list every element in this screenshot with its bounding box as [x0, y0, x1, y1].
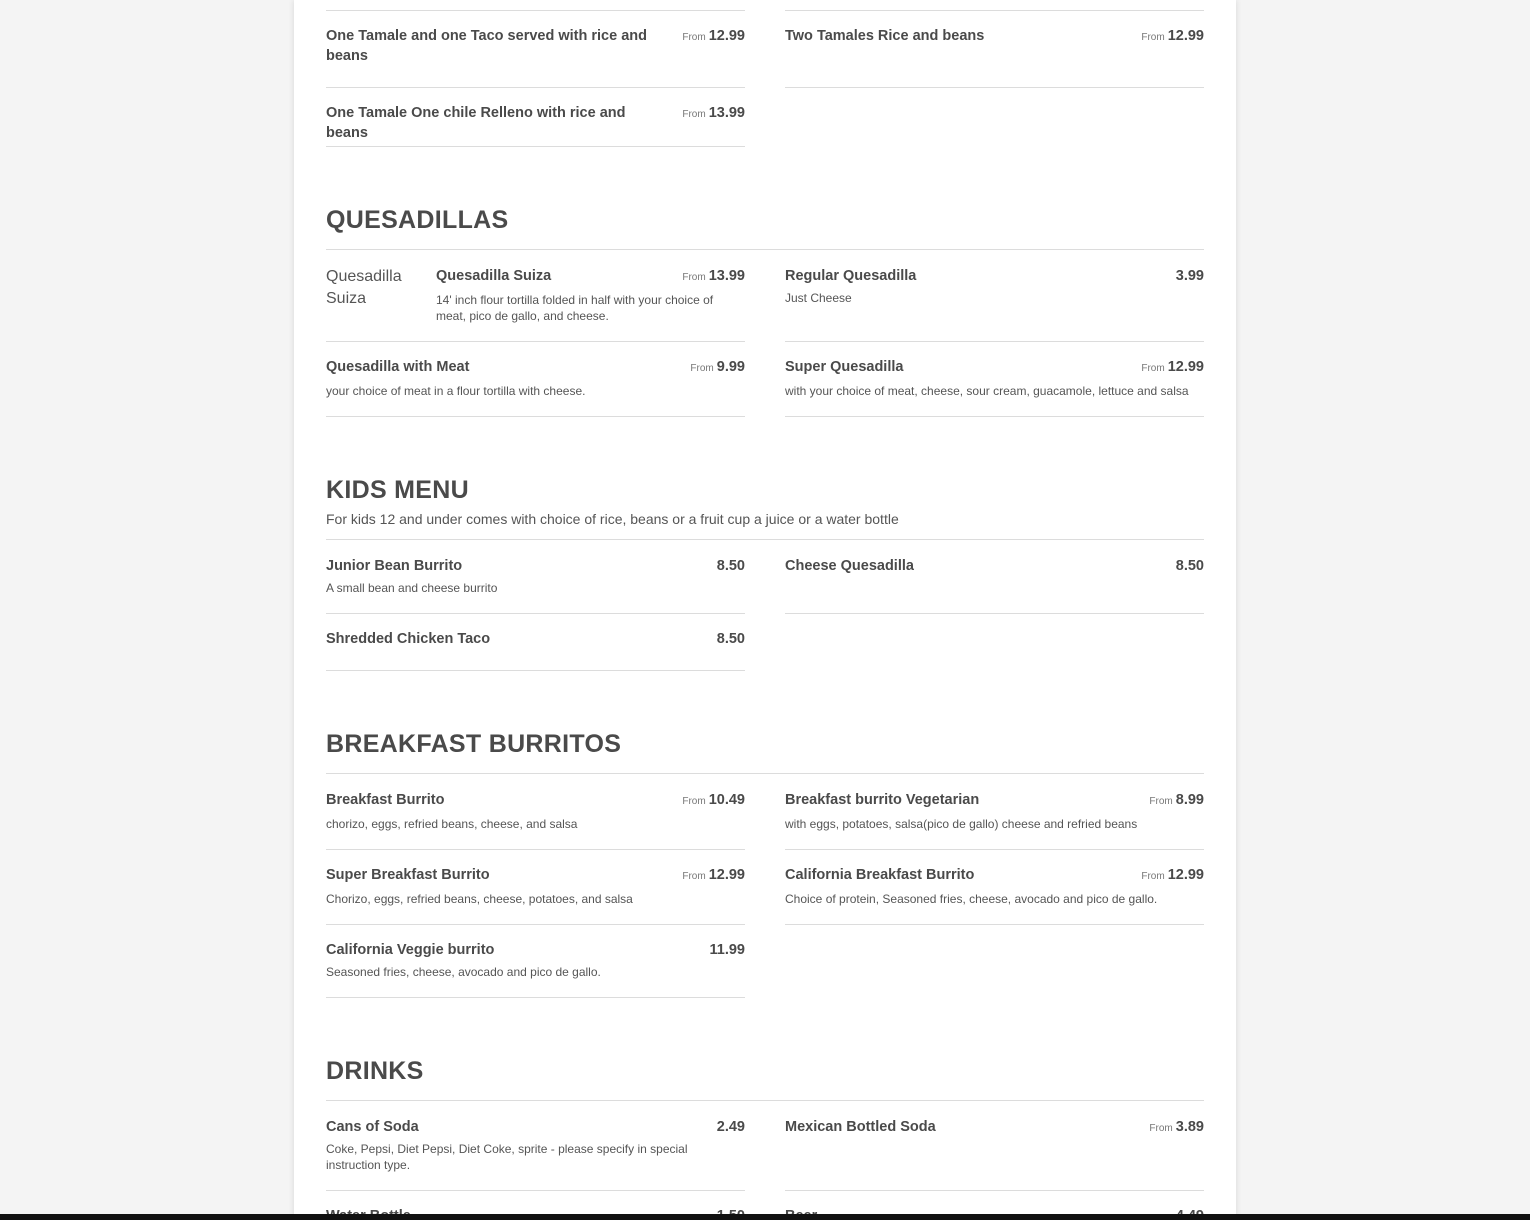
from-label: From: [1141, 32, 1165, 43]
section-divider: [326, 1100, 1204, 1101]
item-description: with your choice of meat, cheese, sour cream, guacamole, lettuce and salsa: [785, 384, 1189, 398]
item-name: California Breakfast Burrito: [785, 867, 975, 883]
from-label: From: [1141, 871, 1165, 882]
price-value: 8.99: [1175, 792, 1204, 808]
item-price: [682, 865, 745, 887]
section-divider: [326, 773, 1204, 774]
divider: [326, 613, 745, 614]
item-description: A small bean and cheese burrito: [326, 581, 498, 595]
divider: [326, 924, 745, 925]
divider: [326, 87, 745, 88]
divider: [785, 87, 1204, 88]
item-price: [717, 629, 745, 649]
price-value: 11.99: [709, 942, 745, 958]
price-value: 12.99: [1167, 867, 1204, 883]
menu-item[interactable]: [326, 1117, 745, 1187]
divider: [326, 997, 745, 998]
item-description: your choice of meat in a flour tortilla with cheese.: [326, 384, 586, 398]
item-description: Chorizo, eggs, refried beans, cheese, potatoes, and salsa: [326, 892, 633, 906]
item-price: [1176, 266, 1204, 286]
menu-item[interactable]: [326, 357, 745, 413]
menu-item[interactable]: [326, 629, 745, 667]
bottom-bar: [0, 1214, 1530, 1220]
item-price: [1176, 556, 1204, 576]
item-name: Cans of Soda: [326, 1119, 419, 1135]
price-value: 2.49: [716, 1119, 745, 1135]
item-description: with eggs, potatoes, salsa(pico de gallo) cheese and refried beans: [785, 817, 1138, 831]
item-price: [1141, 357, 1204, 379]
item-name: Super Quesadilla: [785, 359, 904, 375]
price-value: 13.99: [708, 105, 745, 121]
price-value: 8.50: [716, 558, 745, 574]
item-price: [717, 1117, 745, 1137]
menu-item[interactable]: [326, 790, 745, 846]
section-divider: [326, 249, 1204, 250]
item-name: Shredded Chicken Taco: [326, 631, 491, 647]
divider: [326, 10, 745, 11]
item-price: [1141, 26, 1204, 48]
item-name: California Veggie burrito: [326, 942, 495, 958]
section-subtitle: For kids 12 and under comes with choice of rice, beans or a fruit cup a juice or a water bottle: [326, 511, 899, 527]
section-title-breakfast-burritos: BREAKFAST BURRITOS: [326, 730, 622, 758]
item-name: Regular Quesadilla: [785, 268, 917, 284]
divider: [326, 416, 745, 417]
item-name: Junior Bean Burrito: [326, 558, 463, 574]
item-name: Cheese Quesadilla: [785, 558, 914, 574]
price-value: 8.50: [716, 631, 745, 647]
item-price: [690, 357, 745, 379]
divider: [785, 924, 1204, 925]
item-price: [717, 556, 745, 576]
menu-item[interactable]: [785, 266, 1204, 338]
price-value: 12.99: [708, 867, 745, 883]
menu-item[interactable]: [785, 1117, 1204, 1187]
item-name: Quesadilla with Meat: [326, 359, 470, 375]
item-name: Super Breakfast Burrito: [326, 867, 490, 883]
price-value: 3.89: [1175, 1119, 1204, 1135]
item-price: [1149, 790, 1204, 812]
item-name: Two Tamales Rice and beans: [785, 28, 985, 44]
from-label: From: [690, 363, 714, 374]
from-label: From: [682, 32, 706, 43]
divider: [785, 10, 1204, 11]
divider: [785, 416, 1204, 417]
menu-item[interactable]: [785, 790, 1204, 846]
menu-item[interactable]: [785, 26, 1204, 86]
menu-item[interactable]: [326, 26, 745, 86]
menu-item[interactable]: [326, 940, 745, 994]
section-title-drinks: DRINKS: [326, 1057, 424, 1085]
menu-item[interactable]: [785, 357, 1204, 413]
item-name: Quesadilla Suiza: [436, 268, 552, 284]
divider: [785, 341, 1204, 342]
item-name: One Tamale and one Taco served with rice and beans: [326, 28, 647, 64]
item-price: [682, 266, 745, 288]
divider: [326, 670, 745, 671]
menu-item[interactable]: [785, 865, 1204, 921]
menu-item[interactable]: [326, 556, 745, 610]
divider: [326, 146, 745, 147]
item-name: Mexican Bottled Soda: [785, 1119, 936, 1135]
menu-item[interactable]: [326, 266, 745, 338]
item-price: [1141, 865, 1204, 887]
section-title-quesadillas: QUESADILLAS: [326, 206, 509, 234]
from-label: From: [682, 109, 706, 120]
divider: [785, 613, 1204, 614]
item-price: [682, 103, 745, 125]
price-value: 3.99: [1175, 268, 1204, 284]
section-divider: [326, 539, 1204, 540]
menu-item[interactable]: [326, 865, 745, 921]
item-name: One Tamale One chile Relleno with rice and beans: [326, 105, 626, 141]
price-value: 12.99: [708, 28, 745, 44]
from-label: From: [1149, 1123, 1173, 1134]
divider: [326, 1190, 745, 1191]
item-price: [682, 26, 745, 48]
item-name: Breakfast burrito Vegetarian: [785, 792, 980, 808]
menu-panel: [294, 0, 1236, 1220]
price-value: 10.49: [708, 792, 745, 808]
menu-item[interactable]: [326, 103, 745, 145]
divider: [785, 1190, 1204, 1191]
from-label: From: [682, 871, 706, 882]
from-label: From: [1141, 363, 1165, 374]
item-price: [710, 940, 746, 960]
item-description: chorizo, eggs, refried beans, cheese, and salsa: [326, 817, 578, 831]
item-description: 14' inch flour tortilla folded in half with your choice of meat, pico de gallo, and cheese.: [436, 293, 714, 323]
price-value: 12.99: [1167, 359, 1204, 375]
from-label: From: [1149, 796, 1173, 807]
divider: [326, 341, 745, 342]
price-value: 12.99: [1167, 28, 1204, 44]
item-image-placeholder: Quesadilla Suiza: [326, 268, 402, 307]
divider: [785, 849, 1204, 850]
from-label: From: [682, 796, 706, 807]
menu-item[interactable]: [785, 556, 1204, 610]
from-label: From: [682, 272, 706, 283]
item-description: Just Cheese: [785, 291, 852, 305]
item-description: Seasoned fries, cheese, avocado and pico de gallo.: [326, 965, 601, 979]
item-price: [682, 790, 745, 812]
divider: [326, 849, 745, 850]
price-value: 13.99: [708, 268, 745, 284]
section-title-kids-menu: KIDS MENU: [326, 476, 469, 504]
item-description: Choice of protein, Seasoned fries, cheese, avocado and pico de gallo.: [785, 892, 1158, 906]
item-description: Coke, Pepsi, Diet Pepsi, Diet Coke, sprite - please specify in special instruction type.: [326, 1142, 688, 1172]
item-name: Breakfast Burrito: [326, 792, 445, 808]
price-value: 8.50: [1175, 558, 1204, 574]
price-value: 9.99: [716, 359, 745, 375]
item-price: [1149, 1117, 1204, 1139]
